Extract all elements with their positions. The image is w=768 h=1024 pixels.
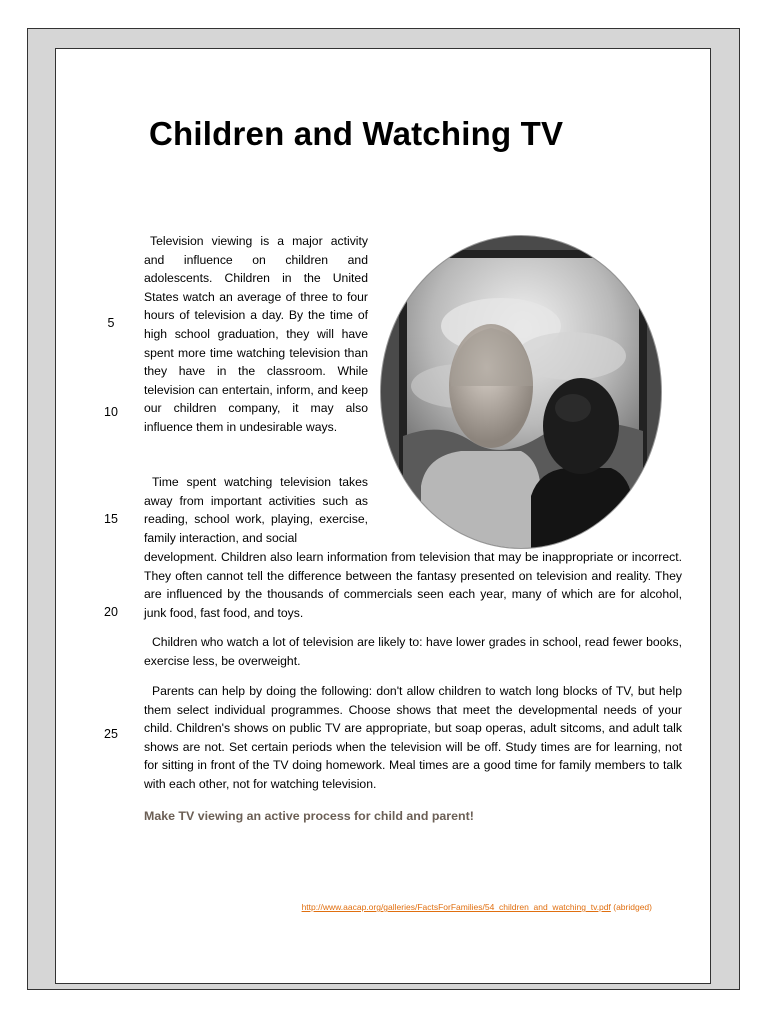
source-citation <box>302 902 652 912</box>
document-title: Children and Watching TV <box>149 115 564 152</box>
paragraph-effects: Children who watch a lot of television are likely to: have lower grades in school, read fewer books, exercise less, be overweight. <box>144 635 682 668</box>
source-note: (abridged) <box>613 902 652 912</box>
line-number-15: 15 <box>104 512 118 526</box>
photo-illustration <box>381 236 661 548</box>
line-number-5: 5 <box>107 316 115 330</box>
source-link[interactable]: http://www.aacap.org/galleries/FactsForFamilies/54_children_and_watching_tv.pdf <box>301 902 611 912</box>
document-page <box>55 48 711 984</box>
paragraph-time-spent: Time spent watching television takes away from important activities such as reading, school work, playing, exercise, family interaction, and social <box>144 475 368 545</box>
line-number-20: 20 <box>104 605 118 619</box>
closing-line: Make TV viewing an active process for child and parent! <box>144 809 474 823</box>
paragraph-parents: Parents can help by doing the following: don't allow children to watch long blocks of TV, but help them select individual programmes. Choose shows that meet the developmental needs of your child. Children's shows on public TV are appropriate, but soap operas, adult sitcoms, and adult talk shows are not. Set certain periods when the television will be off. Study times are for learning, not for sitting in front of the TV doing homework. Meal times are a good time for family members to talk with each other, not for watching television. <box>144 684 682 791</box>
paragraph-intro: Television viewing is a major activity and influence on children and adolescents. Children in the United States watch an average of three to four hours of television a day. By the time of high school graduation, they will have spent more time watching television than they have in the classroom. While television can entertain, inform, and keep our children company, it may also influence them in undesirable ways. <box>144 234 368 434</box>
page-frame <box>27 28 740 990</box>
line-number-25: 25 <box>104 727 118 741</box>
children-watching-tv-photo <box>380 235 662 549</box>
line-number-10: 10 <box>104 405 118 419</box>
paragraph-development: development. Children also learn information from television that may be inappropriate or incorrect. They often cannot tell the difference between the fantasy presented on television and reality. They are influenced by the thousands of commercials seen each year, many of which are for alcohol, junk food, fast food, and toys. <box>144 550 682 620</box>
